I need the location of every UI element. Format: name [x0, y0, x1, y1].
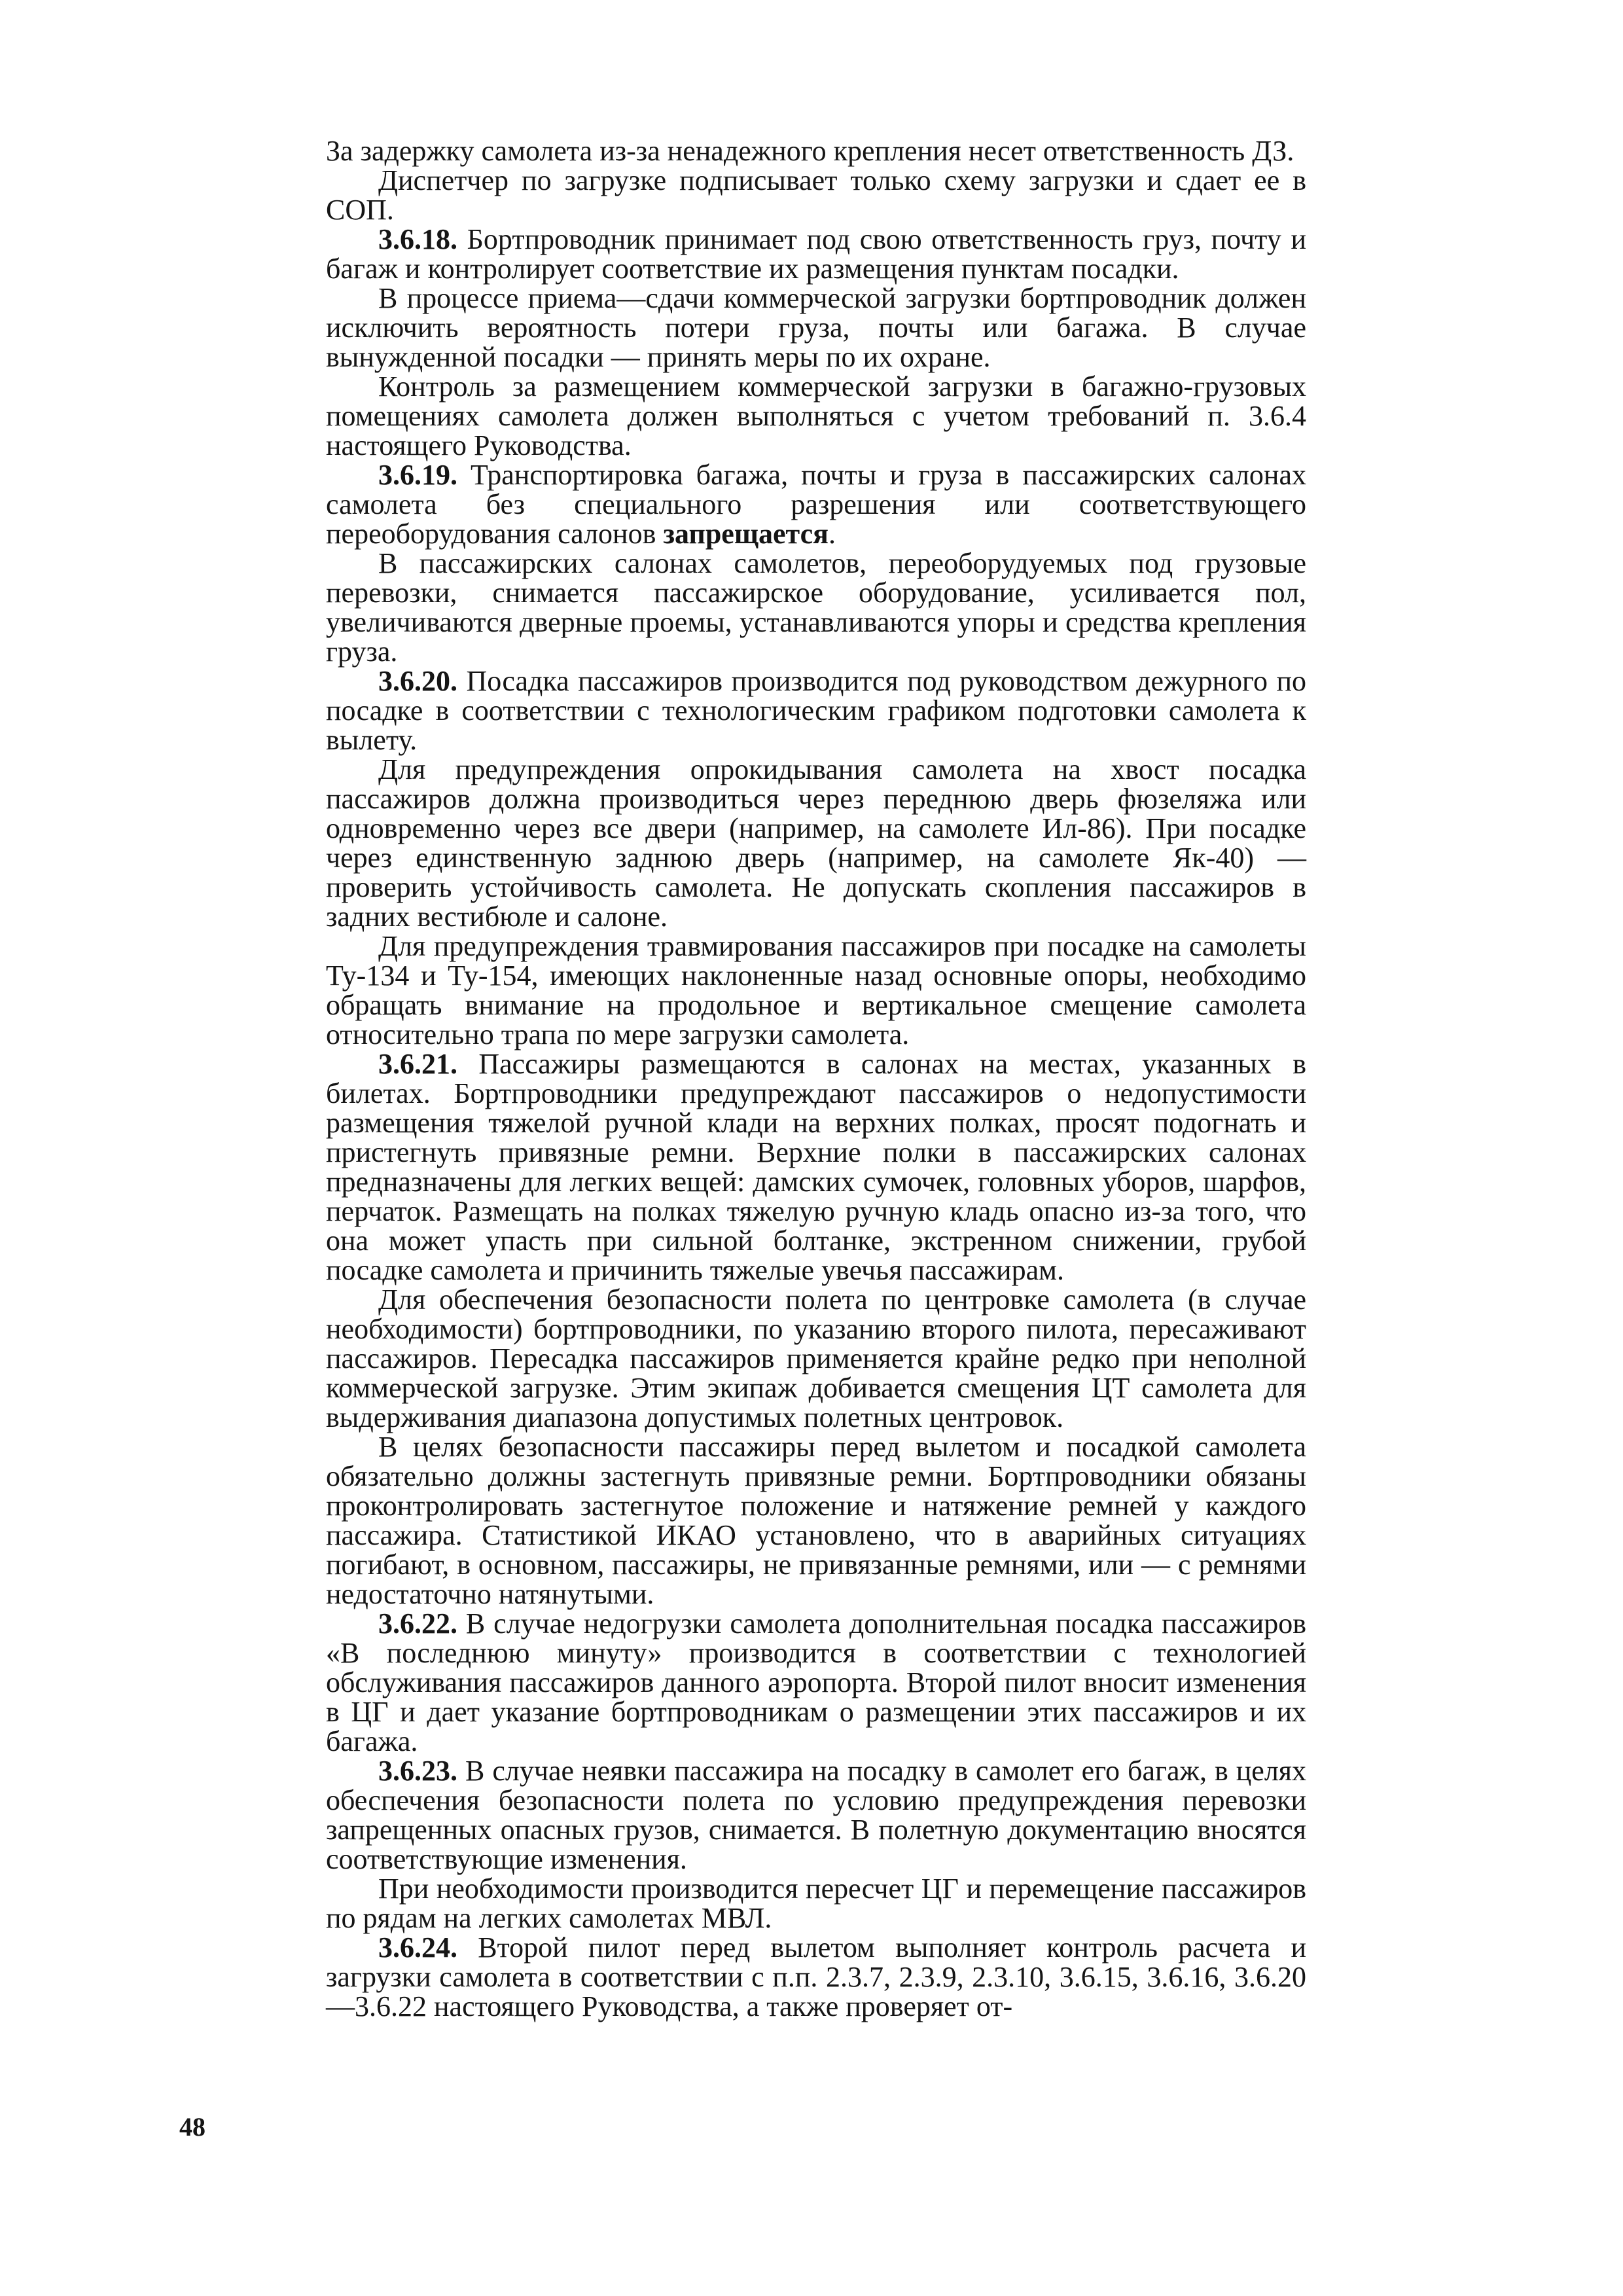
section-number: 3.6.19.: [378, 459, 457, 491]
paragraph-text: Диспетчер по загрузке подписывает только схему загрузки и сдает ее в СОП.: [326, 164, 1306, 226]
section-number: 3.6.22.: [378, 1607, 457, 1640]
section-3-6-23: [326, 1756, 1306, 1874]
section-3-6-24: [326, 1933, 1306, 2021]
paragraph-text: Для обеспечения безопасности полета по центровке самолета (в случае необходимости) бортпроводники, по указанию второго пилота, пересаживают пассажиров. Пересадка пассажиров применяется крайне редко при неполной коммерческой загрузке. Этим экипаж добивается смещения ЦТ самолета для выдерживания диапазона допустимых полетных центровок.: [326, 1283, 1306, 1433]
section-number: 3.6.23.: [378, 1755, 457, 1787]
section-3-6-19: [326, 460, 1306, 548]
paragraph-text: В случае недогрузки самолета дополнительная посадка пассажиров «В последнюю минуту» производится в соответствии с технологией обслуживания пассажиров данного аэропорта. Второй пилот вносит изменения в ЦГ и дает указание бортпроводникам о размещении этих пассажиров и их багажа.: [326, 1607, 1307, 1757]
section-3-6-21: [326, 1049, 1306, 1285]
paragraph-7: [326, 548, 1306, 666]
section-number: 3.6.20.: [378, 665, 457, 697]
paragraph-1: [326, 136, 1306, 166]
section-number: 3.6.24.: [378, 1931, 457, 1964]
paragraph-text: В целях безопасности пассажиры перед вылетом и посадкой самолета обязательно должны застегнуть привязные ремни. Бортпроводники обязаны проконтролировать застегнутое положение и натяжение ремней у каждого пассажира. Статистикой ИКАО установлено, что в аварийных ситуациях погибают, в основном, пассажиры, не привязанные ремнями, или — с ремнями недостаточно натянутыми.: [326, 1431, 1306, 1610]
paragraph-text: Для предупреждения опрокидывания самолета на хвост посадка пассажиров должна производиться через переднюю дверь фюзеляжа или одновременно через все двери (например, на самолете Ил-86). При посадке через единственную заднюю дверь (например, на самолете Як-40) — проверить устойчивость самолета. Не допускать скопления пассажиров в задних вестибюле и салоне.: [326, 753, 1306, 933]
paragraph-16: [326, 1874, 1306, 1933]
paragraph-4: [326, 283, 1306, 372]
page-number: 48: [179, 2112, 205, 2142]
paragraph-text: Контроль за размещением коммерческой загрузки в багажно-грузовых помещениях самолета должен выполняться с учетом требований п. 3.6.4 настоящего Руководства.: [326, 370, 1306, 461]
paragraph-text: Пассажиры размещаются в салонах на местах, указанных в билетах. Бортпроводники предупреждают пассажиров о недопустимости размещения тяжелой ручной клади на верхних полках, просят подогнать и пристегнуть привязные ремни. Верхние полки в пассажирских салонах предназначены для легких вещей: дамских сумочек, головных уборов, шарфов, перчаток. Размещать на полках тяжелую ручную кладь опасно из-за того, что она может упасть при сильной болтанке, экстренном снижении, грубой посадке самолета и причинить тяжелые увечья пассажирам.: [326, 1048, 1307, 1286]
paragraph-text: При необходимости производится пересчет ЦГ и перемещение пассажиров по рядам на легких самолетах МВЛ.: [326, 1873, 1306, 1934]
paragraph-text: Посадка пассажиров производится под руководством дежурного по посадке в соответствии с технологическим графиком подготовки самолета к вылету.: [326, 665, 1307, 756]
paragraph-10: [326, 931, 1306, 1049]
paragraph-text: Транспортировка багажа, почты и груза в пассажирских салонах самолета без специального разрешения или соответствующего переоборудования салонов: [326, 459, 1306, 550]
section-3-6-18: [326, 224, 1306, 283]
paragraph-2: [326, 166, 1306, 224]
paragraph-13: [326, 1432, 1306, 1609]
paragraph-text: В процессе приема—сдачи коммерческой загрузки бортпроводник должен исключить вероятность потери груза, почты или багажа. В случае вынужденной посадки — принять меры по их охране.: [326, 282, 1306, 373]
paragraph-text: Бортпроводник принимает под свою ответственность груз, почту и багаж и контролирует соответствие их размещения пунктам посадки.: [326, 223, 1306, 285]
section-3-6-22: [326, 1609, 1306, 1756]
paragraph-12: [326, 1285, 1306, 1432]
paragraph-text: Второй пилот перед вылетом выполняет контроль расчета и загрузки самолета в соответствии с п.п. 2.3.7, 2.3.9, 2.3.10, 3.6.15, 3.6.16, 3.6.20—3.6.22 настоящего Руководства, а также проверяет от-: [326, 1931, 1306, 2022]
section-number: 3.6.18.: [378, 223, 457, 255]
paragraph-text: Для предупреждения травмирования пассажиров при посадке на самолеты Ту-134 и Ту-154, имеющих наклоненные назад основные опоры, необходимо обращать внимание на продольное и вертикальное смещение самолета относительно трапа по мере загрузки самолета.: [326, 930, 1306, 1050]
section-3-6-20: [326, 666, 1306, 755]
paragraph-text: В пассажирских салонах самолетов, переоборудуемых под грузовые перевозки, снимается пассажирское оборудование, усиливается пол, увеличиваются дверные проемы, устанавливаются упоры и средства крепления груза.: [326, 547, 1306, 668]
paragraph-5: [326, 372, 1306, 460]
document-page: [326, 136, 1306, 2021]
paragraph-text: За задержку самолета из-за ненадежного крепления несет ответственность ДЗ.: [326, 135, 1294, 167]
paragraph-9: [326, 755, 1306, 931]
paragraph-text: В случае неявки пассажира на посадку в самолет его багаж, в целях обеспечения безопасности полета по условию предупреждения перевозки запрещенных опасных грузов, снимается. В полетную документацию вносятся соответствующие изменения.: [326, 1755, 1307, 1875]
emphasis-prohibited: запрещается: [663, 518, 829, 550]
paragraph-tail: .: [828, 518, 836, 550]
section-number: 3.6.21.: [378, 1048, 457, 1080]
